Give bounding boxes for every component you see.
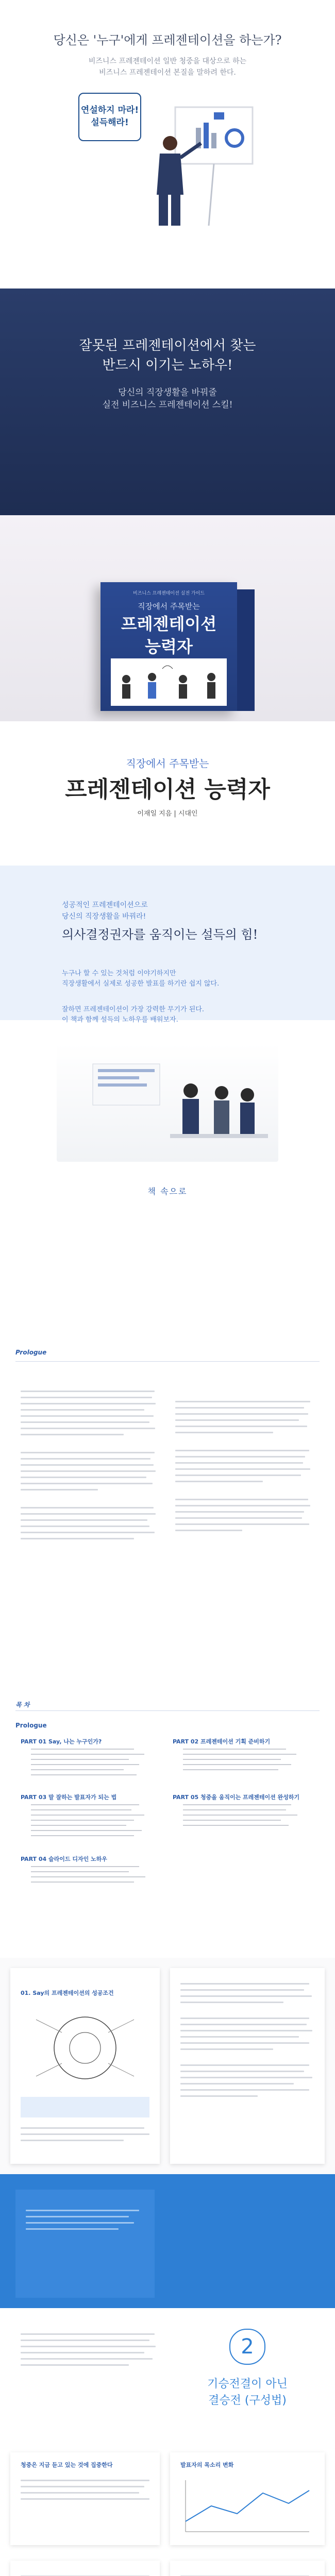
prologue-divider (15, 1361, 320, 1362)
presenter-illustration (144, 97, 268, 236)
prologue-column-left (21, 1386, 160, 1544)
chart-title: 발표자의 목소리 변화 (180, 2462, 234, 2468)
speech-bubble (78, 93, 141, 141)
book-cover-section (0, 515, 335, 721)
toc-part-4: PART 04 슬라이드 디자인 노하우 (21, 1856, 107, 1862)
book-author: 이재일 지음 | 시대인 (137, 810, 198, 818)
intro-line: 잘하면 프레젠테이션이 가장 강력한 무기가 된다. (62, 1006, 204, 1013)
inner-page-5 (10, 2561, 160, 2576)
inner-page-text (21, 2475, 149, 2504)
prologue-tag: Prologue (15, 1349, 47, 1356)
chapter-body (21, 2329, 160, 2370)
statement-headline (0, 336, 335, 375)
book-cta-subtitle: 직장에서 주목받는 (126, 757, 209, 770)
book-cover (100, 582, 237, 711)
intro-headline: 의사결정권자를 움직이는 설득의 힘! (62, 927, 258, 942)
intro-line: 당신의 직장생활을 바꿔라! (62, 912, 146, 921)
toc-part-3: PART 03 말 잘하는 발표자가 되는 법 (21, 1794, 117, 1801)
toc-part-1: PART 01 Say, 나는 누구인가? (21, 1738, 102, 1745)
intro-line: 이 책과 함께 설득의 노하우를 배워보자. (62, 1016, 178, 1024)
chapter-title: 기승전결이 아닌 (207, 2378, 288, 2391)
chapter-title-2: 결승전 (구성법) (208, 2394, 287, 2407)
hero-question: 당신은 '누구'에게 프레젠테이션을 하는가? (53, 33, 282, 47)
book-title-section (0, 721, 335, 866)
intro-line: 누구나 할 수 있는 것처럼 이야기하지만 (62, 970, 176, 977)
prologue-section (0, 1329, 335, 1690)
book-cta-title: 프레젠테이션 능력자 (65, 776, 270, 803)
toc-part-5: PART 05 청중을 움직이는 프레젠테이션 완성하기 (173, 1794, 300, 1801)
chapter-page-left (15, 2190, 155, 2298)
intro-line: 성공적인 프레젠테이션으로 (62, 901, 148, 909)
chapter-text (26, 2205, 144, 2234)
intro-line: 직장생활에서 실제로 성공한 발표를 하기란 쉽지 않다. (62, 980, 220, 988)
callout-box (21, 2097, 149, 2117)
book-spine (237, 589, 255, 711)
book-cover-illustration (111, 658, 227, 706)
toc-tag: 목 차 (15, 1701, 30, 1708)
business-meeting-illustration (57, 1043, 278, 1162)
hero-sub-line: 비즈니스 프레젠테이션 일반 청중을 대상으로 하는 (88, 57, 247, 65)
inner-page-right (170, 1968, 325, 2164)
inner-page-title: 01. Say의 프레젠테이션의 성공조건 (21, 1990, 114, 1996)
inner-pages-3 (0, 2550, 335, 2576)
book-cover-title: 프레젠테이션 (121, 614, 217, 634)
statement-sub (0, 386, 335, 411)
toc-prologue: Prologue (15, 1722, 47, 1729)
intro-paragraph (62, 969, 278, 989)
hero-subtitle (0, 56, 335, 78)
inner-pages-1 (0, 1958, 335, 2174)
toc-section (0, 1690, 335, 1958)
inner-page-4 (170, 2452, 325, 2545)
intro-section (0, 866, 335, 1329)
toc-part-2: PART 02 프레젠테이션 기획 준비하기 (173, 1738, 271, 1745)
intro-band (0, 866, 335, 1020)
hero-sub-line: 비즈니스 프레젠테이션 본질을 말하려 한다. (99, 69, 236, 77)
bubble-line: 연설하지 마라! (80, 105, 139, 115)
inner-page-text (180, 2571, 314, 2576)
statement-sub-line: 실전 비즈니스 프레젠테이션 스킬! (102, 400, 233, 410)
more-label: 책 속으로 (147, 1187, 188, 1196)
chapter-number-block (180, 2329, 314, 2432)
inner-page-text (21, 2571, 149, 2576)
bubble-line: 설득해라! (91, 117, 129, 128)
book-cover-title-2: 능력자 (145, 637, 193, 656)
prologue-column-right (175, 1396, 314, 1536)
inner-page-3 (10, 2452, 160, 2545)
inner-page-text (21, 2123, 149, 2146)
inner-page-left (10, 1968, 160, 2164)
statement-section (0, 289, 335, 515)
statement-line: 잘못된 프레젠테이션에서 찾는 (79, 338, 256, 353)
inner-page-title: 청중은 지금 듣고 있는 것에 집중한다 (21, 2462, 113, 2468)
hero-section (0, 0, 335, 289)
concept-diagram (26, 2009, 144, 2087)
voice-chart (180, 2475, 314, 2537)
chapter-number: 2 (229, 2329, 265, 2365)
book-cover-subtitle: 직장에서 주목받는 (138, 602, 200, 611)
book-cover-small: 비즈니스 프레젠테이션 실전 가이드 (133, 591, 205, 596)
statement-line: 반드시 이기는 노하우! (102, 358, 233, 373)
intro-paragraph-2 (62, 1005, 278, 1025)
inner-pages-2 (0, 2174, 335, 2550)
statement-sub-line: 당신의 직장생활을 바꿔줄 (118, 387, 217, 398)
inner-page-6 (170, 2561, 325, 2576)
inner-page-text (180, 1978, 314, 2102)
intro-lead (62, 900, 278, 922)
toc-divider (15, 1710, 320, 1711)
